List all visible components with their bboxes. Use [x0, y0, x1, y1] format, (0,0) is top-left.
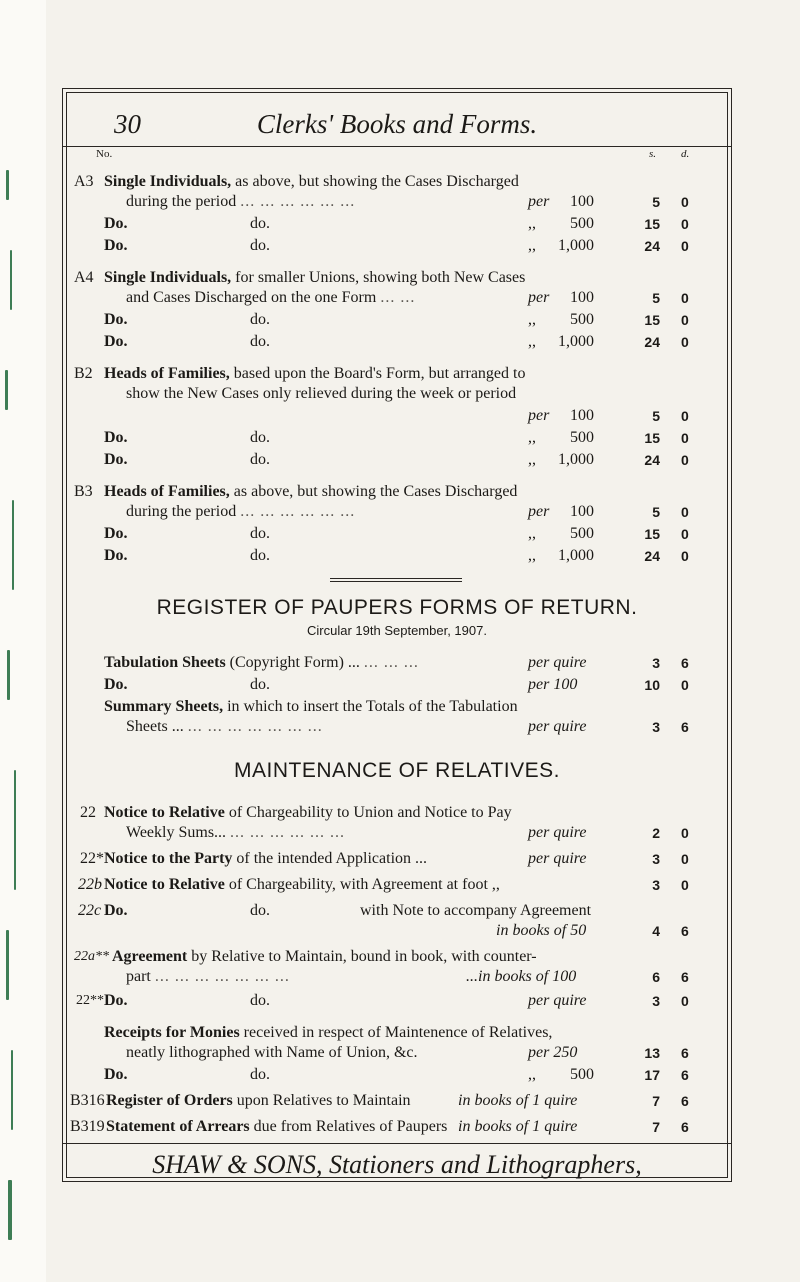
item-desc-line2: part ... ... ... ... ... ... ... — [126, 968, 290, 985]
unit: ,, — [528, 215, 536, 232]
unit: ,, — [528, 311, 536, 328]
price-d: 0 — [681, 312, 689, 328]
ditto: Do. — [104, 451, 128, 468]
binding-marks — [4, 170, 32, 1270]
unit: in books of 1 quire — [458, 1092, 578, 1109]
item-code: 22* — [80, 850, 104, 867]
price-d: 0 — [681, 334, 689, 350]
qty: 500 — [570, 1066, 594, 1083]
qty: 500 — [570, 525, 594, 542]
unit: per — [528, 289, 550, 306]
price-s: 17 — [644, 1067, 660, 1083]
price-d: 6 — [681, 1093, 689, 1109]
item-desc: Single Individuals, for smaller Unions, showing both New Cases — [104, 269, 526, 286]
unit: per quire — [528, 718, 587, 735]
unit: per quire — [528, 654, 587, 671]
unit: ,, — [528, 333, 536, 350]
qty: 100 — [570, 193, 594, 210]
ditto: do. — [250, 451, 270, 468]
item-desc: Agreement by Relative to Maintain, bound in book, with counter- — [112, 948, 537, 965]
ditto: do. — [250, 1066, 270, 1083]
page-title: Clerks' Books and Forms. — [256, 109, 538, 139]
price-d: 0 — [681, 825, 689, 841]
unit: per — [528, 503, 550, 520]
ditto: do. — [250, 429, 270, 446]
unit: per — [528, 193, 550, 210]
unit: ,, — [528, 525, 536, 542]
price-d: 6 — [681, 655, 689, 671]
unit: ,, — [528, 1066, 536, 1083]
item-desc: Statement of Arrears due from Relatives of Paupers — [106, 1118, 448, 1135]
price-s: 7 — [652, 1119, 660, 1135]
unit: ,, — [528, 451, 536, 468]
item-code: 22a** — [74, 949, 109, 964]
page-header — [62, 105, 732, 149]
price-s: 15 — [644, 216, 660, 232]
price-s: 6 — [652, 969, 660, 985]
price-d: 0 — [681, 526, 689, 542]
price-d: 0 — [681, 408, 689, 424]
item-desc-line2: Sheets ... ... ... ... ... ... ... ... — [126, 718, 323, 735]
ditto: do. — [250, 237, 270, 254]
price-d: 6 — [681, 1045, 689, 1061]
price-s: 15 — [644, 526, 660, 542]
qty: 100 — [570, 407, 594, 424]
item-desc: Notice to the Party of the intended Application ... — [104, 850, 428, 867]
item-desc-line2: neatly lithographed with Name of Union, &c. — [126, 1044, 418, 1061]
ditto: Do. — [104, 676, 128, 693]
price-s: 13 — [644, 1045, 660, 1061]
price-s: 3 — [652, 993, 660, 1009]
price-d: 6 — [681, 923, 689, 939]
qty: 500 — [570, 311, 594, 328]
item-desc-line2: show the New Cases only relieved during the week or period — [126, 385, 517, 402]
price-s: 7 — [652, 1093, 660, 1109]
price-d: 0 — [681, 216, 689, 232]
price-d: 0 — [681, 194, 689, 210]
item-desc-line2: during the period ... ... ... ... ... ... — [126, 193, 356, 210]
price-d: 0 — [681, 993, 689, 1009]
ditto: Do. — [104, 1066, 128, 1083]
item-desc-line2: during the period ... ... ... ... ... ... — [126, 503, 356, 520]
price-s: 24 — [644, 548, 660, 564]
item-desc-line2: and Cases Discharged on the one Form ... ... — [126, 289, 416, 306]
ditto: Do. — [104, 237, 128, 254]
item-code: 22 — [80, 804, 96, 821]
price-d: 0 — [681, 851, 689, 867]
price-s: 24 — [644, 334, 660, 350]
unit: in books of 1 quire — [458, 1118, 578, 1135]
section-heading: REGISTER OF PAUPERS FORMS OF RETURN. — [156, 596, 638, 619]
unit: in books of 50 — [496, 922, 587, 939]
item-code: B316 — [70, 1092, 105, 1109]
item-desc: Tabulation Sheets (Copyright Form) ... ... ... ... — [104, 654, 419, 671]
price-s: 3 — [652, 877, 660, 893]
price-d: 0 — [681, 290, 689, 306]
item-desc: Summary Sheets, in which to insert the Totals of the Tabulation — [104, 698, 518, 715]
price-s: 24 — [644, 452, 660, 468]
price-d: 0 — [681, 548, 689, 564]
ditto: Do. — [104, 429, 128, 446]
price-s: 5 — [652, 504, 660, 520]
ditto: Do. — [104, 547, 128, 564]
item-desc: Notice to Relative of Chargeability to Union and Notice to Pay — [104, 804, 512, 821]
ditto: do. — [250, 902, 270, 919]
price-s: 3 — [652, 719, 660, 735]
price-s: 2 — [652, 825, 660, 841]
price-d: 6 — [681, 719, 689, 735]
item-desc: with Note to accompany Agreement — [360, 902, 592, 919]
price-d: 6 — [681, 969, 689, 985]
price-s: 3 — [652, 851, 660, 867]
item-code: B319 — [70, 1118, 105, 1135]
price-s: 5 — [652, 194, 660, 210]
unit: per quire — [528, 992, 587, 1009]
page-number: 30 — [114, 109, 141, 139]
price-d: 0 — [681, 452, 689, 468]
price-s: 5 — [652, 408, 660, 424]
qty: 1,000 — [558, 451, 594, 468]
unit: ,, — [528, 429, 536, 446]
column-no: No. — [96, 148, 113, 160]
ditto: Do. — [104, 311, 128, 328]
price-d: 0 — [681, 238, 689, 254]
price-s: 24 — [644, 238, 660, 254]
unit: ...in books of 100 — [466, 968, 577, 985]
footer-rule — [62, 1143, 732, 1144]
ditto: do. — [250, 676, 270, 693]
item-desc-line2: Weekly Sums... ... ... ... ... ... ... — [126, 824, 346, 841]
ditto: do. — [250, 992, 270, 1009]
section-subheading: Circular 19th September, 1907. — [307, 623, 487, 638]
qty: 1,000 — [558, 333, 594, 350]
ditto: do. — [250, 547, 270, 564]
ditto: Do. — [104, 525, 128, 542]
price-d: 0 — [681, 430, 689, 446]
column-shillings: s. — [649, 148, 657, 160]
column-pence: d. — [681, 148, 690, 160]
item-code: B3 — [74, 483, 93, 500]
price-d: 0 — [681, 504, 689, 520]
price-s: 15 — [644, 312, 660, 328]
qty: 500 — [570, 215, 594, 232]
price-s: 4 — [652, 923, 660, 939]
unit: per — [528, 407, 550, 424]
ditto: Do. — [104, 992, 128, 1009]
item-code: 22b — [78, 876, 102, 893]
item-desc: Register of Orders upon Relatives to Maintain — [106, 1092, 411, 1109]
qty: 100 — [570, 289, 594, 306]
price-s: 15 — [644, 430, 660, 446]
item-code: 22** — [76, 993, 104, 1008]
qty: 1,000 — [558, 547, 594, 564]
price-d: 0 — [681, 877, 689, 893]
item-desc: Notice to Relative of Chargeability, with Agreement at foot ,, — [104, 876, 500, 893]
item-code: 22c — [78, 902, 102, 919]
unit: per 100 — [528, 676, 578, 693]
item-desc: Single Individuals, as above, but showing the Cases Discharged — [104, 173, 519, 190]
unit: per 250 — [528, 1044, 578, 1061]
item-code: B2 — [74, 365, 93, 382]
section-heading: MAINTENANCE OF RELATIVES. — [234, 759, 560, 782]
unit: ,, — [528, 237, 536, 254]
unit: ,, — [528, 547, 536, 564]
ditto: do. — [250, 215, 270, 232]
ditto: do. — [250, 311, 270, 328]
unit: per quire — [528, 850, 587, 867]
ditto: do. — [250, 525, 270, 542]
item-desc: Receipts for Monies received in respect of Maintenence of Relatives, — [104, 1024, 553, 1041]
qty: 100 — [570, 503, 594, 520]
price-d: 6 — [681, 1067, 689, 1083]
header-rule — [62, 146, 732, 147]
qty: 1,000 — [558, 237, 594, 254]
ditto: Do. — [104, 902, 128, 919]
item-code: A4 — [74, 269, 94, 286]
item-desc: Heads of Families, based upon the Board's Form, but arranged to — [104, 365, 526, 382]
price-s: 5 — [652, 290, 660, 306]
publisher-footer: SHAW & SONS, Stationers and Lithographers, — [152, 1150, 642, 1179]
price-d: 6 — [681, 1119, 689, 1135]
ditto: do. — [250, 333, 270, 350]
price-s: 10 — [644, 677, 660, 693]
price-d: 0 — [681, 677, 689, 693]
divider — [330, 581, 462, 582]
item-code: A3 — [74, 173, 94, 190]
qty: 500 — [570, 429, 594, 446]
item-desc: Heads of Families, as above, but showing the Cases Discharged — [104, 483, 518, 500]
divider — [330, 578, 462, 579]
price-s: 3 — [652, 655, 660, 671]
unit: per quire — [528, 824, 587, 841]
ditto: Do. — [104, 215, 128, 232]
ditto: Do. — [104, 333, 128, 350]
